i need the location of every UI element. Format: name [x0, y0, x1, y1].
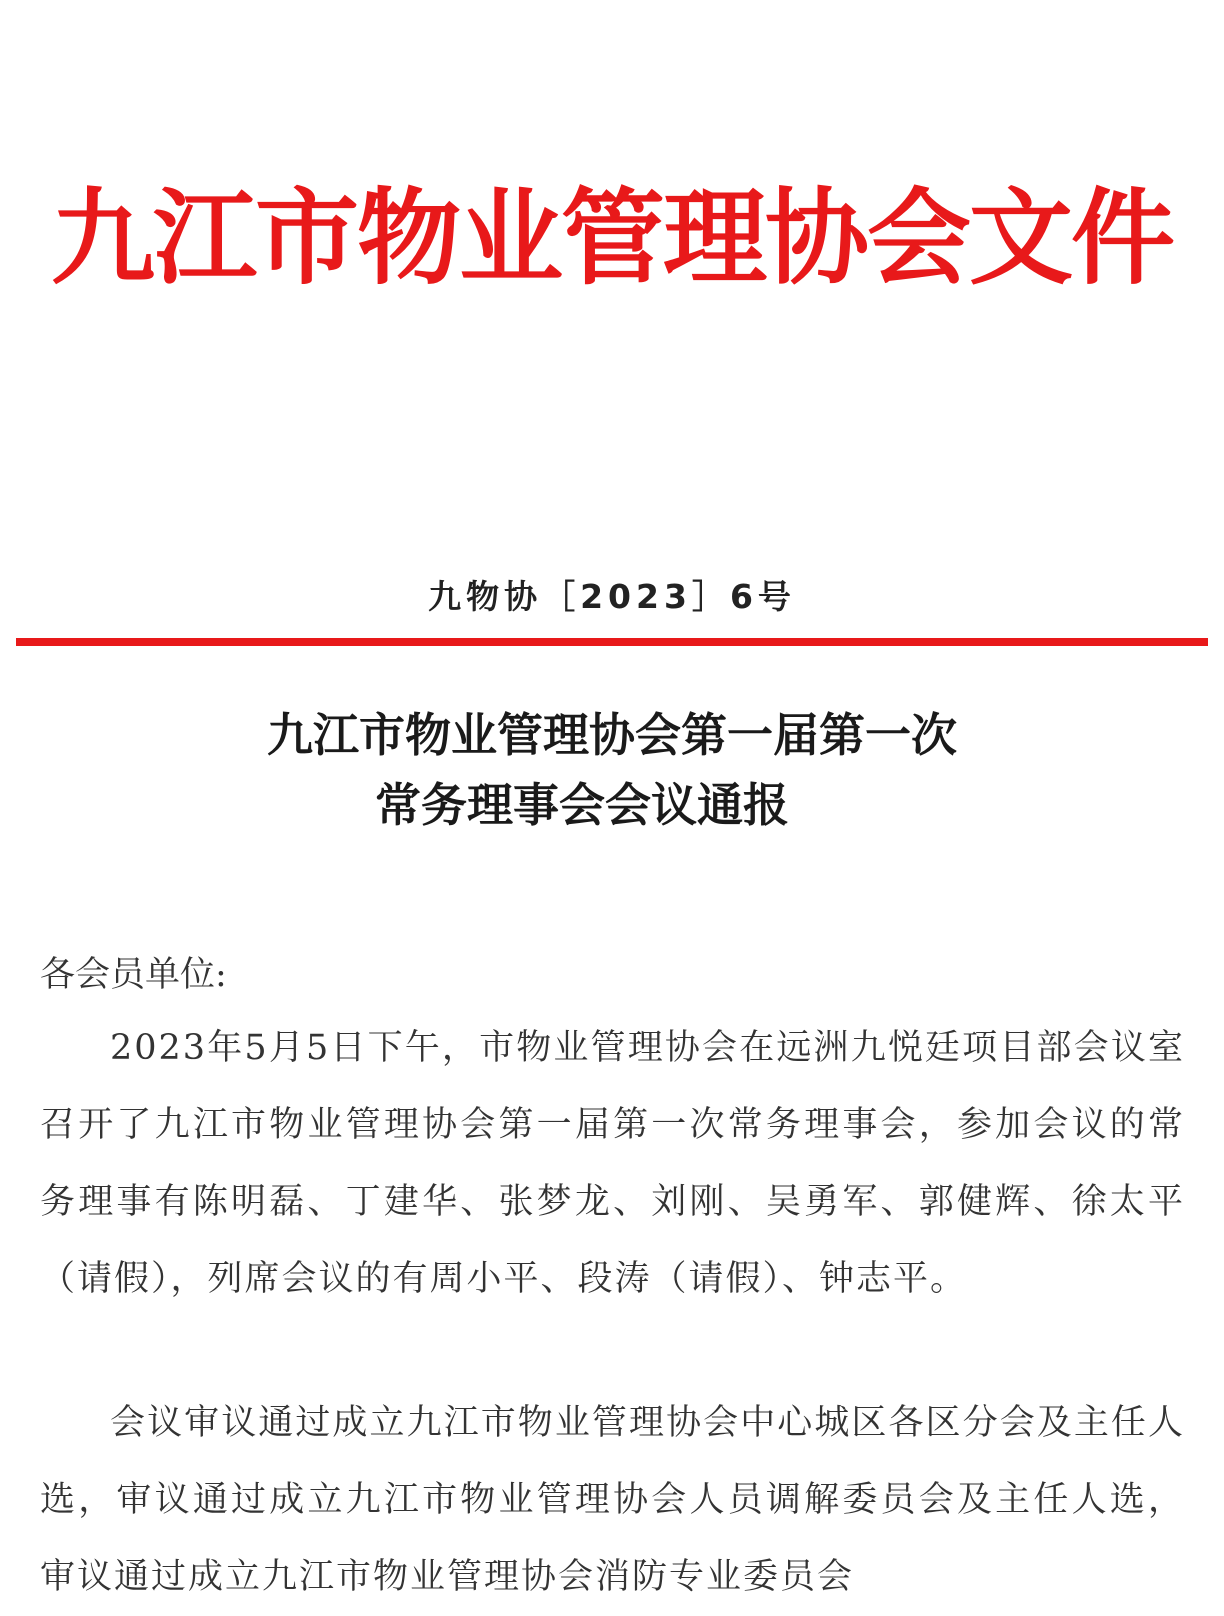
issuing-organization-title: 九江市物业管理协会文件 [50, 177, 1173, 299]
body-paragraph-2: 会议审议通过成立九江市物业管理协会中心城区各区分会及主任人选，审议通过成立九江市物业管理协会人员调解委员会及主任人选，审议通过成立九江市物业管理协会消防专业委员会 [40, 1403, 1185, 1597]
red-divider-line [16, 638, 1208, 646]
document-number: 九物协［2023］6号 [428, 577, 796, 616]
document-title-line-2: 常务理事会会议通报 [375, 778, 789, 832]
body-paragraph-1: 2023年5月5日下午，市物业管理协会在远洲九悦廷项目部会议室召开了九江市物业管理协会第一届第一次常务理事会，参加会议的常务理事有陈明磊、丁建华、张梦龙、刘刚、吴勇军、郭健辉、徐太平（请假），列席会议的有周小平、段涛（请假）、钟志平。 [40, 1028, 1185, 1299]
document-title-line-1: 九江市物业管理协会第一届第一次 [267, 708, 957, 762]
document-title [0, 700, 1224, 840]
salutation: 各会员单位: [40, 955, 227, 995]
